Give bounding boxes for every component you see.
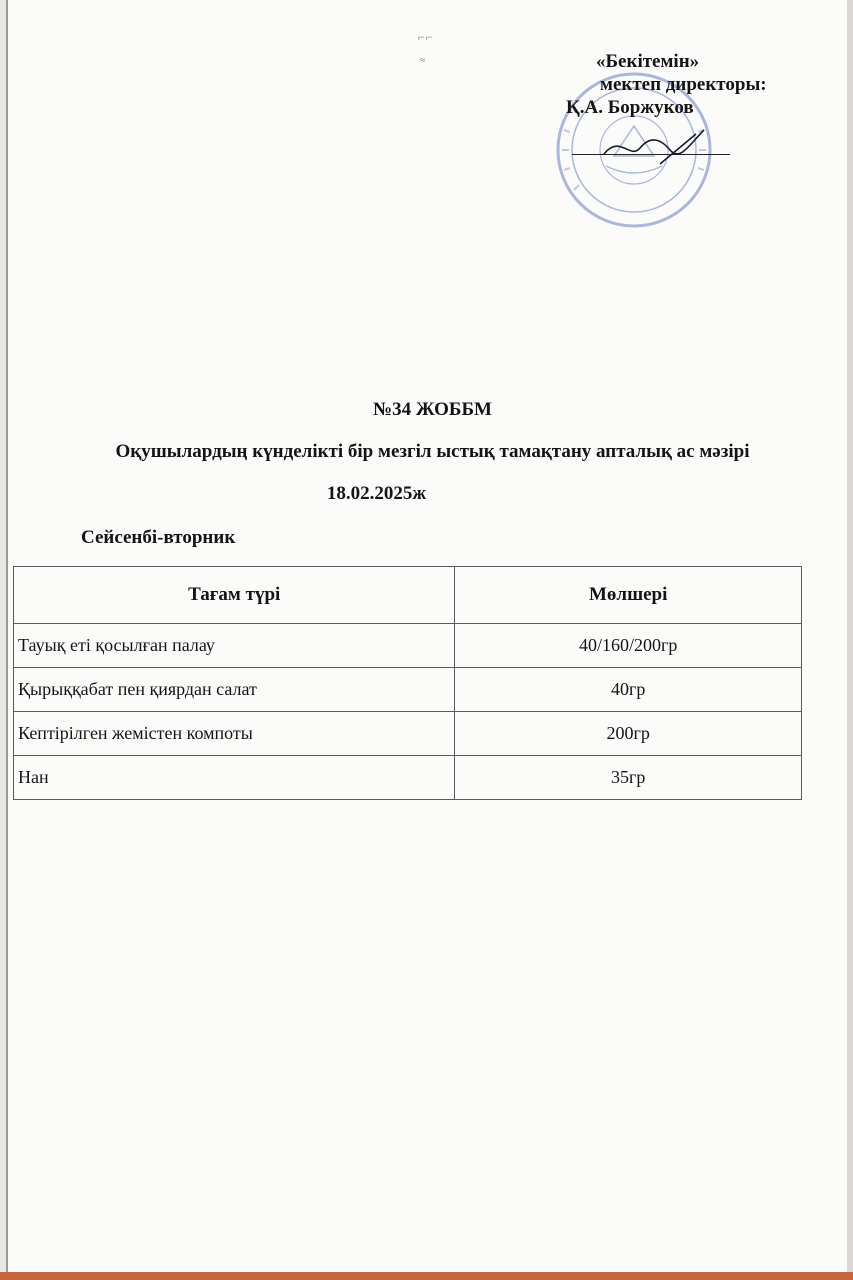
column-header-amount: Мөлшері <box>455 567 802 624</box>
director-signature <box>600 124 710 168</box>
margin-scribble-2: ≈ <box>420 55 426 65</box>
menu-title: Оқушылардың күнделікті бір мезгіл ыстық тамақтану апталық ас мәзірі <box>115 441 750 462</box>
table-row <box>14 712 802 756</box>
dish-amount: 200гр <box>455 712 802 756</box>
dish-amount: 40гр <box>455 668 802 712</box>
director-title: мектеп директоры: <box>600 74 767 95</box>
table-row <box>14 756 802 800</box>
director-name: Қ.А. Боржуков <box>566 97 694 118</box>
approval-block <box>566 50 826 119</box>
dish-amount: 40/160/200гр <box>455 624 802 668</box>
margin-scribble: ⌐⌐ <box>418 30 434 44</box>
approval-label: «Бекітемін» <box>596 51 700 72</box>
table-row <box>14 624 802 668</box>
dish-name: Тауық еті қосылған палау <box>14 624 455 668</box>
table-row <box>14 668 802 712</box>
dish-name: Кептірілген жемістен компоты <box>14 712 455 756</box>
menu-date: 18.02.2025ж <box>326 483 427 504</box>
dish-amount: 35гр <box>455 756 802 800</box>
school-name: №34 ЖОББМ <box>373 399 492 420</box>
menu-table <box>13 566 802 800</box>
column-header-dish: Тағам түрі <box>14 567 455 624</box>
table-header-row <box>14 567 802 624</box>
signature-line <box>572 154 730 155</box>
dish-name: Нан <box>14 756 455 800</box>
weekday-label: Сейсенбі-вторник <box>81 527 236 548</box>
scan-bottom-strip <box>0 1272 853 1280</box>
dish-name: Қырыққабат пен қиярдан салат <box>14 668 455 712</box>
